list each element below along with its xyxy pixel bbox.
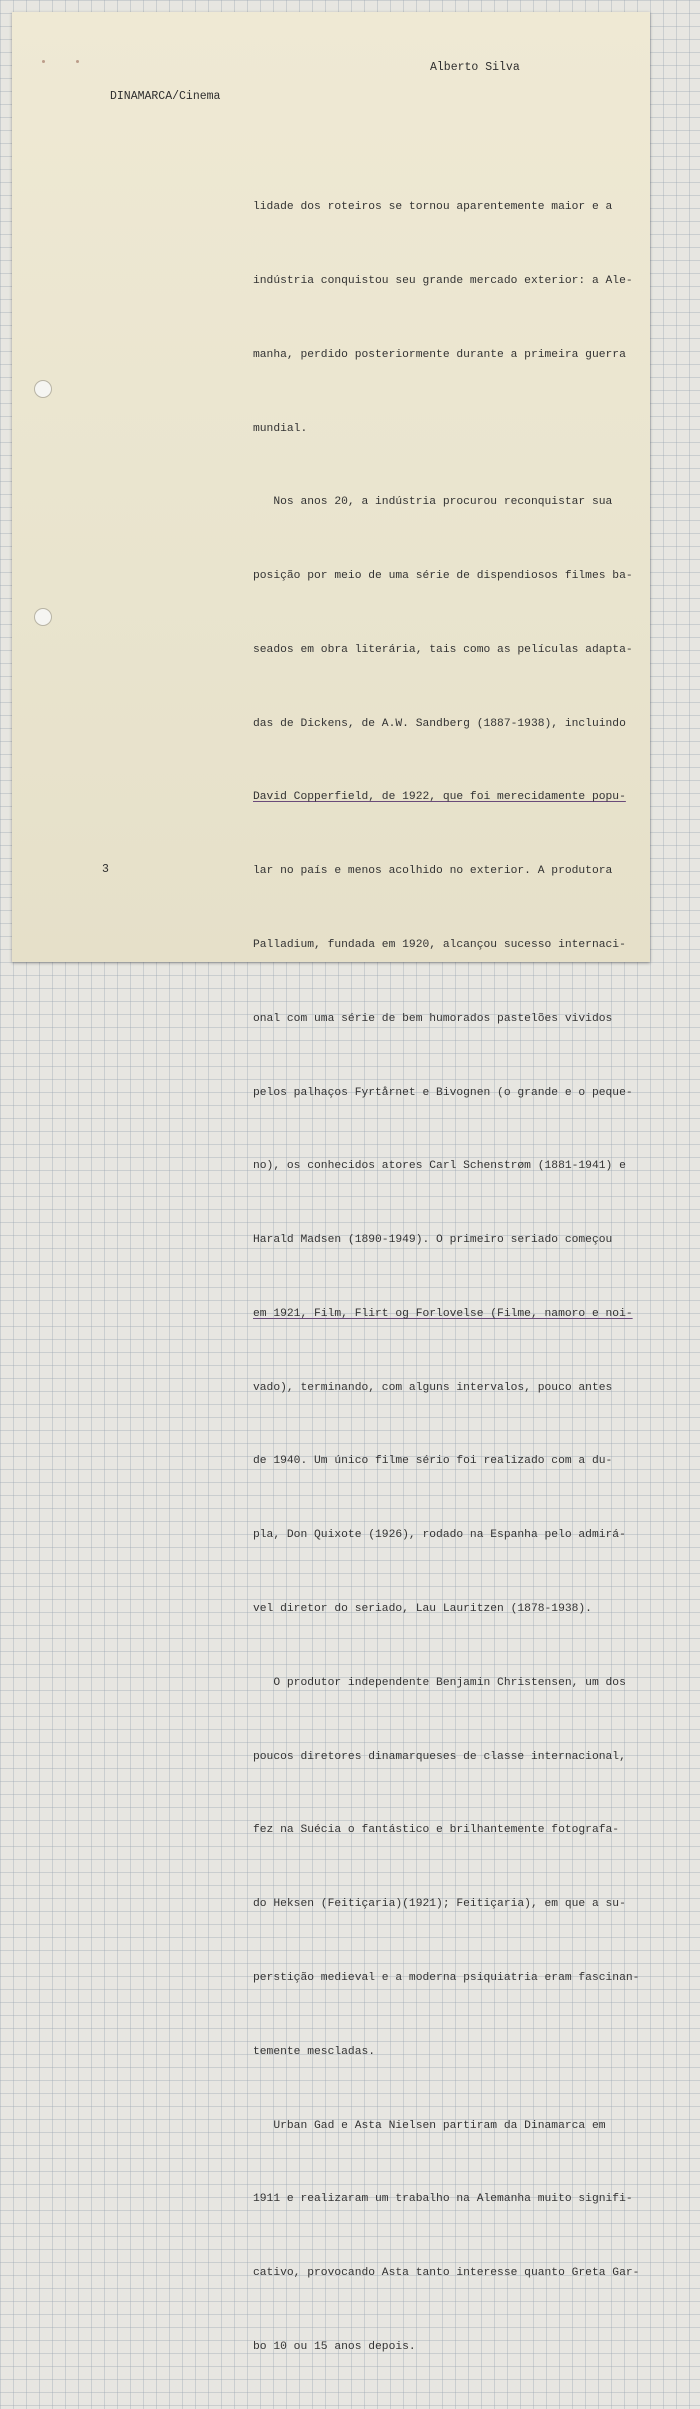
ink-spot: [42, 60, 45, 63]
text-line: cativo, provocando Asta tanto interesse quanto Greta Gar-: [253, 2267, 640, 2280]
text-line: vel diretor do seriado, Lau Lauritzen (1878-1938).: [253, 1603, 592, 1616]
text-line: lar no país e menos acolhido no exterior. A produtora: [253, 865, 613, 878]
text-line: Nos anos 20, a indústria procurou reconquistar sua: [253, 496, 613, 509]
text-line: temente mescladas.: [253, 2045, 376, 2058]
text-line: manha, perdido posteriormente durante a primeira guerra: [253, 348, 626, 361]
text-line: vado), terminando, com alguns intervalos, pouco antes: [253, 1381, 613, 1394]
text-line: 1911 e realizaram um trabalho na Alemanha muito signifi-: [253, 2193, 633, 2206]
text-line: mundial.: [253, 422, 308, 435]
text-line: em 1921, Film, Flirt og Forlovelse (Filme, namoro e noi-: [253, 1307, 633, 1320]
text-line: no), os conhecidos atores Carl Schenstrøm (1881-1941) e: [253, 1160, 626, 1173]
typewritten-page: [12, 12, 650, 2353]
text-line: indústria conquistou seu grande mercado exterior: a Ale-: [253, 274, 633, 287]
author-name: Alberto Silva: [430, 61, 520, 74]
text-line: perstição medieval e a moderna psiquiatria eram fascinan-: [253, 1971, 640, 1984]
text-line: de 1940. Um único filme sério foi realizado com a du-: [253, 1455, 613, 1468]
text-line: Harald Madsen (1890-1949). O primeiro seriado começou: [253, 1234, 613, 1247]
text-line: posição por meio de uma série de dispendiosos filmes ba-: [253, 570, 633, 583]
text-line: seados em obra literária, tais como as películas adapta-: [253, 643, 633, 656]
text-line: bo 10 ou 15 anos depois.: [253, 2340, 416, 2353]
text-line: fez na Suécia o fantástico e brilhantemente fotografa-: [253, 1824, 620, 1837]
page-heading: DINAMARCA/Cinema: [110, 90, 221, 103]
text-line: pla, Don Quixote (1926), rodado na Espanha pelo admirá-: [253, 1529, 626, 1542]
page-number: 3: [102, 863, 109, 876]
text-line: poucos diretores dinamarqueses de classe internacional,: [253, 1750, 626, 1763]
text-line: Urban Gad e Asta Nielsen partiram da Dinamarca em: [253, 2119, 606, 2132]
text-line: onal com uma série de bem humorados pastelões vividos: [253, 1012, 613, 1025]
text-line: Palladium, fundada em 1920, alcançou sucesso internaci-: [253, 939, 626, 951]
text-line: David Copperfield, de 1922, que foi merecidamente popu-: [253, 791, 626, 804]
text-line: pelos palhaços Fyrtårnet e Bivognen (o grande e o peque-: [253, 1086, 633, 1099]
text-line: do Heksen (Feitiçaria)(1921); Feitiçaria), em que a su-: [253, 1898, 626, 1911]
punch-hole: [34, 608, 52, 626]
ink-spot: [76, 60, 79, 63]
text-line: das de Dickens, de A.W. Sandberg (1887-1938), incluindo: [253, 717, 626, 730]
text-line: O produtor independente Benjamin Christensen, um dos: [253, 1676, 626, 1689]
text-line: lidade dos roteiros se tornou aparentemente maior e a: [253, 201, 613, 214]
punch-hole: [34, 380, 52, 398]
body-text: [253, 146, 640, 2409]
